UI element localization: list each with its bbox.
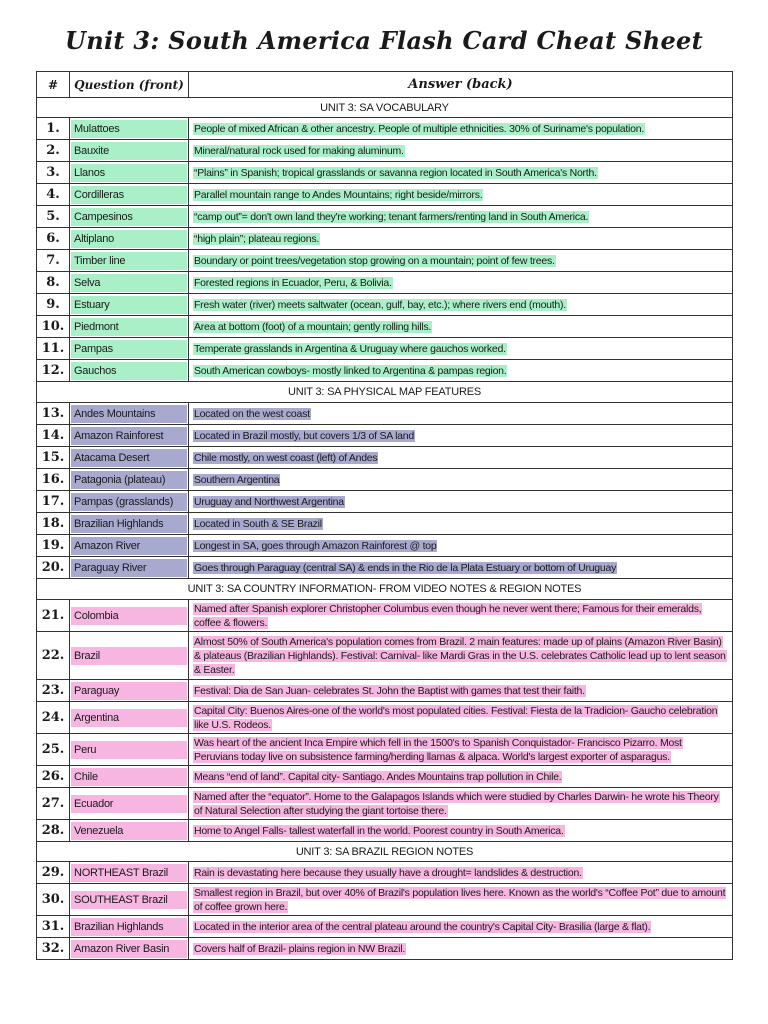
question-cell [70, 228, 189, 250]
row-number: 11. [37, 338, 70, 360]
question-text: NORTHEAST Brazil [71, 864, 187, 882]
question-cell [70, 250, 189, 272]
question-text: Chile [71, 768, 187, 786]
answer-cell [189, 316, 733, 338]
table-row [37, 403, 733, 425]
header-question: Question (front) [70, 72, 189, 98]
table-row [37, 557, 733, 579]
question-text: Altiplano [71, 230, 187, 248]
answer-text: Means “end of land”. Capital city- Santiago. Andes Mountains trap pollution in Chile. [194, 770, 562, 783]
row-number: 8. [37, 272, 70, 294]
answer-cell [189, 206, 733, 228]
row-number: 26. [37, 766, 70, 788]
question-cell [70, 316, 189, 338]
answer-cell [189, 469, 733, 491]
answer-cell [189, 557, 733, 579]
row-number: 4. [37, 184, 70, 206]
question-text: Paraguay River [71, 559, 187, 577]
question-text: Brazilian Highlands [71, 918, 187, 936]
row-number: 17. [37, 491, 70, 513]
question-text: Andes Mountains [71, 405, 187, 423]
section-title: UNIT 3: SA VOCABULARY [37, 98, 733, 118]
question-text: Mulattoes [71, 120, 187, 138]
answer-cell [189, 788, 733, 820]
answer-text: Located in the interior area of the central plateau around the country's Capital City- Brasilia (large & flat). [194, 920, 651, 933]
page-title: Unit 3: South America Flash Card Cheat Sheet [65, 26, 703, 55]
question-text: Argentina [71, 709, 187, 727]
question-cell [70, 535, 189, 557]
answer-cell [189, 228, 733, 250]
table-row [37, 862, 733, 884]
answer-text: “Plains” in Spanish; tropical grasslands or savanna region located in South America's North. [194, 166, 597, 179]
answer-text: Southern Argentina [194, 473, 280, 486]
answer-cell [189, 680, 733, 702]
question-text: Amazon Rainforest [71, 427, 187, 445]
header-row [37, 72, 733, 98]
table-row [37, 513, 733, 535]
question-text: SOUTHEAST Brazil [71, 891, 187, 909]
row-number: 28. [37, 820, 70, 842]
section-title: UNIT 3: SA PHYSICAL MAP FEATURES [37, 382, 733, 403]
row-number: 22. [37, 632, 70, 680]
answer-cell [189, 338, 733, 360]
answer-text: “high plain”; plateau regions. [194, 232, 320, 245]
table-row [37, 425, 733, 447]
question-cell [70, 294, 189, 316]
answer-text: Home to Angel Falls- tallest waterfall in the world. Poorest country in South America. [194, 824, 564, 837]
question-cell [70, 360, 189, 382]
row-number: 5. [37, 206, 70, 228]
answer-text: Fresh water (river) meets saltwater (ocean, gulf, bay, etc.); where rivers end (mouth). [194, 298, 566, 311]
question-cell [70, 118, 189, 140]
table-row [37, 916, 733, 938]
question-text: Brazilian Highlands [71, 515, 187, 533]
answer-text: Festival: Dia de San Juan- celebrates St. John the Baptist with games that test their faith. [194, 684, 585, 697]
section-title: UNIT 3: SA BRAZIL REGION NOTES [37, 842, 733, 862]
answer-cell [189, 184, 733, 206]
table-row [37, 734, 733, 766]
row-number: 27. [37, 788, 70, 820]
answer-cell [189, 140, 733, 162]
question-cell [70, 600, 189, 632]
question-text: Patagonia (plateau) [71, 471, 187, 489]
question-text: Timber line [71, 252, 187, 270]
question-text: Gauchos [71, 362, 187, 380]
table-row [37, 447, 733, 469]
question-text: Brazil [71, 647, 187, 665]
section-row [37, 382, 733, 403]
question-text: Pampas (grasslands) [71, 493, 187, 511]
question-cell [70, 862, 189, 884]
answer-cell [189, 820, 733, 842]
table-row [37, 272, 733, 294]
answer-cell [189, 702, 733, 734]
answer-cell [189, 535, 733, 557]
answer-text: Named after the “equator”. Home to the Galapagos Islands which were studied by Charles Darwin- he wrote his Theory of Natural Selection after studying the giant tortoise there. [194, 790, 719, 817]
table-row [37, 938, 733, 960]
answer-cell [189, 118, 733, 140]
question-cell [70, 680, 189, 702]
question-cell [70, 425, 189, 447]
table-row [37, 535, 733, 557]
question-text: Paraguay [71, 682, 187, 700]
answer-text: Was heart of the ancient Inca Empire which fell in the 1500's to Spanish Conquistador- Francisco Pizarro. Most Peruvians today live on subsistence farming/herding llamas & alpaca. World's largest exporter of asparagus. [194, 736, 682, 763]
row-number: 25. [37, 734, 70, 766]
question-text: Campesinos [71, 208, 187, 226]
answer-text: Temperate grasslands in Argentina & Uruguay where gauchos worked. [194, 342, 506, 355]
row-number: 21. [37, 600, 70, 632]
table-row [37, 820, 733, 842]
table-row [37, 600, 733, 632]
question-cell [70, 447, 189, 469]
row-number: 7. [37, 250, 70, 272]
table-row [37, 884, 733, 916]
answer-cell [189, 916, 733, 938]
answer-text: Longest in SA, goes through Amazon Rainforest @ top [194, 539, 437, 552]
answer-cell [189, 734, 733, 766]
answer-text: South American cowboys- mostly linked to Argentina & pampas region. [194, 364, 507, 377]
table-row [37, 228, 733, 250]
answer-cell [189, 425, 733, 447]
question-cell [70, 338, 189, 360]
answer-text: Parallel mountain range to Andes Mountains; right beside/mirrors. [194, 188, 483, 201]
question-cell [70, 491, 189, 513]
answer-text: Chile mostly, on west coast (left) of Andes [194, 451, 378, 464]
table-row [37, 338, 733, 360]
header-answer: Answer (back) [189, 72, 733, 98]
answer-cell [189, 491, 733, 513]
row-number: 3. [37, 162, 70, 184]
table-row [37, 788, 733, 820]
question-cell [70, 938, 189, 960]
question-text: Colombia [71, 607, 187, 625]
question-cell [70, 734, 189, 766]
question-text: Venezuela [71, 822, 187, 840]
row-number: 16. [37, 469, 70, 491]
question-cell [70, 513, 189, 535]
question-cell [70, 766, 189, 788]
row-number: 19. [37, 535, 70, 557]
answer-text: Located in Brazil mostly, but covers 1/3 of SA land [194, 429, 414, 442]
flash-card-table [36, 71, 733, 960]
answer-text: Boundary or point trees/vegetation stop growing on a mountain; point of few trees. [194, 254, 555, 267]
row-number: 6. [37, 228, 70, 250]
question-text: Cordilleras [71, 186, 187, 204]
table-row [37, 632, 733, 680]
table-row [37, 206, 733, 228]
answer-cell [189, 766, 733, 788]
table-row [37, 140, 733, 162]
question-cell [70, 702, 189, 734]
table-row [37, 491, 733, 513]
question-text: Amazon River [71, 537, 187, 555]
row-number: 15. [37, 447, 70, 469]
row-number: 14. [37, 425, 70, 447]
answer-cell [189, 360, 733, 382]
row-number: 9. [37, 294, 70, 316]
question-cell [70, 788, 189, 820]
row-number: 29. [37, 862, 70, 884]
row-number: 2. [37, 140, 70, 162]
answer-cell [189, 403, 733, 425]
answer-text: Uruguay and Northwest Argentina [194, 495, 344, 508]
answer-text: “camp out”= don't own land they're working; tenant farmers/renting land in South America. [194, 210, 589, 223]
answer-text: Almost 50% of South America's population comes from Brazil. 2 main features: made up of plains (Amazon River Basin) & plateaus (Brazilian Highlands). Festival: Carnival- like Mardi Gras in the U.S. celebrates Catholic lead up to lent season & Easter. [194, 635, 726, 676]
table-row [37, 162, 733, 184]
table-row [37, 118, 733, 140]
section-row [37, 842, 733, 862]
answer-text: Goes through Paraguay (central SA) & ends in the Rio de la Plata Estuary or bottom of Uruguay [194, 561, 617, 574]
answer-text: Capital City: Buenos Aires-one of the world's most populated cities. Festival: Fiesta de la Tradicion- Gaucho celebration like U.S. Rodeos. [194, 704, 718, 731]
table-body [37, 98, 733, 960]
answer-cell [189, 884, 733, 916]
answer-text: Located on the west coast [194, 407, 310, 420]
answer-cell [189, 513, 733, 535]
question-cell [70, 206, 189, 228]
answer-text: Mineral/natural rock used for making aluminum. [194, 144, 404, 157]
row-number: 20. [37, 557, 70, 579]
answer-cell [189, 294, 733, 316]
answer-cell [189, 272, 733, 294]
answer-text: Forested regions in Ecuador, Peru, & Bolivia. [194, 276, 392, 289]
row-number: 13. [37, 403, 70, 425]
row-number: 23. [37, 680, 70, 702]
question-cell [70, 272, 189, 294]
question-text: Estuary [71, 296, 187, 314]
question-cell [70, 820, 189, 842]
answer-cell [189, 162, 733, 184]
section-row [37, 579, 733, 600]
table-row [37, 294, 733, 316]
answer-cell [189, 632, 733, 680]
section-title: UNIT 3: SA COUNTRY INFORMATION- FROM VIDEO NOTES & REGION NOTES [37, 579, 733, 600]
question-text: Ecuador [71, 795, 187, 813]
table-row [37, 766, 733, 788]
question-text: Llanos [71, 164, 187, 182]
answer-cell [189, 600, 733, 632]
answer-cell [189, 250, 733, 272]
question-cell [70, 140, 189, 162]
answer-text: Smallest region in Brazil, but over 40% of Brazil's population lives here. Known as the world's “Coffee Pot” due to amount of coffee grown here. [194, 886, 726, 913]
answer-text: Located in South & SE Brazil [194, 517, 322, 530]
row-number: 31. [37, 916, 70, 938]
question-text: Peru [71, 741, 187, 759]
question-text: Pampas [71, 340, 187, 358]
table-row [37, 469, 733, 491]
question-text: Atacama Desert [71, 449, 187, 467]
row-number: 18. [37, 513, 70, 535]
row-number: 30. [37, 884, 70, 916]
question-cell [70, 916, 189, 938]
answer-cell [189, 447, 733, 469]
table-row [37, 316, 733, 338]
question-cell [70, 557, 189, 579]
question-cell [70, 632, 189, 680]
answer-text: Named after Spanish explorer Christopher Columbus even though he never went there; Famous for their emeralds, coffee & flowers. [194, 602, 702, 629]
row-number: 24. [37, 702, 70, 734]
table-row [37, 702, 733, 734]
answer-text: Rain is devastating here because they usually have a drought= landslides & destruction. [194, 866, 582, 879]
answer-text: Area at bottom (foot) of a mountain; gently rolling hills. [194, 320, 432, 333]
row-number: 12. [37, 360, 70, 382]
question-text: Bauxite [71, 142, 187, 160]
answer-text: People of mixed African & other ancestry. People of multiple ethnicities. 30% of Suriname's population. [194, 122, 644, 135]
section-row [37, 98, 733, 118]
table-row [37, 360, 733, 382]
table-row [37, 184, 733, 206]
table-row [37, 250, 733, 272]
question-text: Piedmont [71, 318, 187, 336]
table-row [37, 680, 733, 702]
row-number: 10. [37, 316, 70, 338]
question-cell [70, 403, 189, 425]
question-cell [70, 469, 189, 491]
question-text: Amazon River Basin [71, 940, 187, 958]
answer-text: Covers half of Brazil- plains region in NW Brazil. [194, 942, 405, 955]
header-number: # [37, 72, 70, 98]
row-number: 1. [37, 118, 70, 140]
question-cell [70, 162, 189, 184]
question-cell [70, 184, 189, 206]
answer-cell [189, 862, 733, 884]
row-number: 32. [37, 938, 70, 960]
answer-cell [189, 938, 733, 960]
question-text: Selva [71, 274, 187, 292]
question-cell [70, 884, 189, 916]
